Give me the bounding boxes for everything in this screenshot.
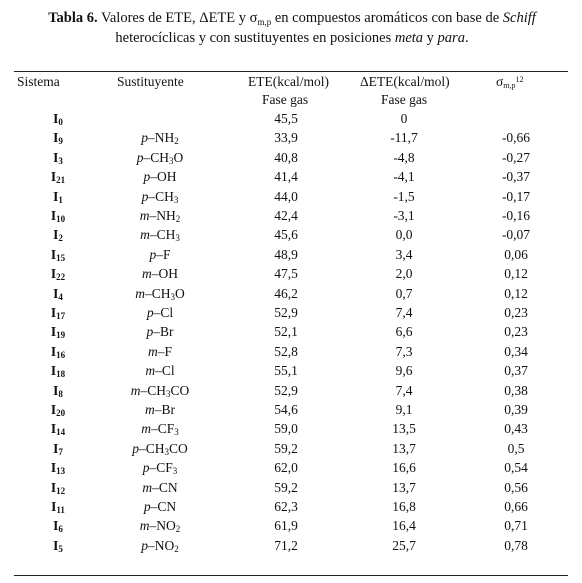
cell-delta-ete: 25,7 [392, 537, 416, 553]
cell-ete: 62,3 [274, 499, 298, 514]
table-row [0, 536, 582, 555]
cell-sustituyente: p–F [149, 246, 171, 262]
cell-delta-ete: 7,3 [395, 343, 413, 359]
cell-sigma: 0,39 [504, 402, 528, 417]
top-rule [14, 71, 568, 72]
cell-sistema: $I_5$ [53, 537, 63, 554]
cell-sistema: $I_{16}$ [50, 343, 66, 360]
cell-sigma: 0,37 [504, 363, 528, 379]
cell-delta-ete: 9,6 [395, 363, 413, 379]
table-row [0, 381, 582, 400]
table-row [0, 439, 582, 458]
caption-label: Tabla 6. [48, 10, 98, 26]
cell-sustituyente: p–OH [143, 169, 177, 185]
cell-sigma: 0,71 [504, 518, 528, 534]
cell-ete: 46,2 [274, 285, 298, 301]
cell-delta-ete: 16,6 [392, 460, 416, 476]
table-row [0, 303, 582, 322]
cell-sistema: $I_{17}$ [50, 305, 66, 321]
cell-delta-ete: -11,7 [390, 130, 418, 146]
cell-delta-ete: 7,4 [395, 305, 413, 320]
cell-delta-ete: -1,5 [393, 188, 415, 204]
header-sigma [496, 72, 524, 94]
cell-sigma: -0,17 [501, 188, 531, 204]
cell-delta-ete: 0 [400, 111, 408, 126]
cell-sigma: 0,78 [504, 537, 528, 553]
cell-sigma: 0,23 [504, 305, 528, 320]
cell-sistema: $I_{22}$ [50, 266, 66, 283]
cell-sustituyente: $p-CH_3CO$ [132, 440, 188, 457]
cell-delta-ete: 13,7 [392, 440, 416, 456]
table-row [0, 225, 582, 244]
cell-sigma: 0,5 [507, 440, 525, 456]
header-sistema: Sistema [17, 74, 60, 89]
table-row [0, 206, 582, 225]
cell-delta-ete: -3,1 [393, 208, 415, 223]
cell-sustituyente: $m-NH_2$ [139, 208, 181, 224]
cell-ete: 52,9 [274, 305, 298, 320]
cell-delta-ete: 16,4 [392, 518, 416, 534]
table-row [0, 400, 582, 419]
cell-sigma: 0,23 [504, 324, 528, 340]
cell-delta-ete: 13,5 [392, 421, 416, 437]
table-row [0, 264, 582, 283]
cell-ete: 59,2 [274, 479, 298, 495]
header-delta-ete: ΔETE(kcal/mol) [360, 74, 450, 89]
cell-sustituyente: $m-CH_3$ [140, 227, 180, 244]
cell-ete: 52,8 [274, 343, 298, 359]
cell-sustituyente: $m-CH_3CO$ [130, 382, 190, 399]
table-caption [16, 8, 568, 48]
cell-sistema: $I_6$ [53, 518, 63, 535]
cell-sistema: $I_2$ [53, 227, 63, 244]
table-row [0, 419, 582, 438]
cell-sigma: 0,38 [504, 382, 528, 398]
cell-sustituyente: m–Br [145, 402, 175, 417]
header-sigma-sub: m,p [503, 81, 516, 90]
cell-sistema: $I_{13}$ [50, 460, 66, 477]
cell-sigma: -0,16 [501, 208, 531, 223]
cell-sustituyente: m–OH [142, 266, 178, 282]
cell-ete: 47,5 [274, 266, 298, 282]
caption-text-3: heterocíclicas y con sustituyentes en posiciones [115, 30, 395, 46]
caption-text-4: y [423, 30, 438, 46]
cell-delta-ete: -4,8 [393, 149, 415, 165]
cell-sustituyente: m–Cl [145, 363, 175, 379]
header-sigma-ref: 12 [515, 75, 524, 84]
cell-delta-ete: 9,1 [395, 402, 413, 417]
cell-sigma: -0,07 [501, 227, 531, 243]
cell-ete: 62,0 [274, 460, 298, 476]
cell-delta-ete: 3,4 [395, 246, 413, 262]
cell-ete: 45,6 [274, 227, 298, 243]
cell-sistema: $I_{20}$ [50, 402, 66, 418]
caption-italic-meta: meta [394, 30, 424, 46]
table-row [0, 361, 582, 380]
cell-sigma: -0,27 [501, 149, 531, 165]
cell-sistema: $I_{18}$ [50, 363, 66, 380]
header-sustituyente: Sustituyente [117, 74, 184, 89]
cell-sustituyente: $p-NO_2$ [141, 537, 179, 554]
header-ete: ETE(kcal/mol) [248, 74, 329, 89]
cell-sustituyente: $m-CH_3O$ [135, 285, 185, 302]
cell-sustituyente: m–F [147, 343, 172, 359]
cell-sustituyente: p–CN [143, 499, 177, 514]
cell-sistema: $I_1$ [53, 188, 63, 205]
header-delta-ete-phase: Fase gas [381, 92, 428, 107]
cell-sustituyente: p–Cl [146, 305, 174, 320]
cell-sigma: 0,34 [504, 343, 528, 359]
cell-sigma: 0,12 [504, 266, 528, 282]
cell-ete: 40,8 [274, 149, 298, 165]
cell-sigma: -0,66 [501, 130, 531, 146]
cell-delta-ete: 16,8 [392, 499, 416, 514]
table-row [0, 128, 582, 147]
cell-delta-ete: 0,7 [395, 285, 413, 301]
cell-sustituyente: m–CN [142, 479, 178, 495]
cell-sistema: $I_{12}$ [50, 479, 66, 496]
table-row [0, 342, 582, 361]
table-row [0, 109, 582, 128]
table-row [0, 284, 582, 303]
cell-ete: 44,0 [274, 188, 298, 204]
cell-sistema: $I_4$ [53, 285, 63, 302]
table-row [0, 167, 582, 186]
cell-sustituyente: $m-NO_2$ [139, 518, 181, 535]
cell-ete: 61,9 [274, 518, 298, 534]
caption-line-2 [16, 28, 568, 48]
cell-sustituyente: $p-CH_3$ [141, 188, 179, 205]
cell-ete: 71,2 [274, 537, 298, 553]
cell-sustituyente: p–Br [146, 324, 174, 340]
cell-delta-ete: 0,0 [395, 227, 413, 243]
cell-sustituyente: $p-CF_3$ [142, 460, 178, 477]
cell-sigma: -0,37 [501, 169, 531, 185]
cell-sistema: $I_{10}$ [50, 208, 66, 224]
cell-sistema: $I_3$ [53, 149, 63, 166]
cell-sustituyente: $p-NH_2$ [141, 130, 179, 147]
caption-line-1 [16, 8, 568, 28]
cell-sigma: 0,56 [504, 479, 528, 495]
cell-delta-ete: 6,6 [395, 324, 413, 340]
table-row [0, 516, 582, 535]
cell-ete: 54,6 [274, 402, 298, 417]
cell-ete: 52,1 [274, 324, 298, 340]
cell-sigma: 0,66 [504, 499, 528, 514]
cell-ete: 55,1 [274, 363, 298, 379]
table-row [0, 148, 582, 167]
caption-text-1: Valores de ETE, ΔETE y σ [97, 10, 258, 26]
cell-delta-ete: 13,7 [392, 479, 416, 495]
caption-text-5: . [464, 30, 469, 46]
cell-sistema: $I_0$ [53, 111, 63, 127]
cell-sigma: 0,43 [504, 421, 528, 437]
cell-sigma: 0,12 [504, 285, 528, 301]
cell-sigma: 0,06 [504, 246, 528, 262]
table-row [0, 322, 582, 341]
caption-italic-schiff: Schiff [502, 10, 536, 26]
cell-ete: 33,9 [274, 130, 298, 146]
table-row [0, 497, 582, 516]
cell-sistema: $I_{14}$ [50, 421, 66, 438]
cell-ete: 52,9 [274, 382, 298, 398]
cell-delta-ete: 2,0 [395, 266, 413, 282]
cell-sistema: $I_7$ [53, 440, 63, 457]
cell-ete: 59,0 [274, 421, 298, 437]
cell-delta-ete: -4,1 [393, 169, 415, 185]
cell-ete: 41,4 [274, 169, 298, 185]
caption-italic-para: para [437, 30, 465, 46]
bottom-rule [14, 575, 568, 576]
cell-sistema: $I_8$ [53, 382, 63, 399]
table-row [0, 478, 582, 497]
header-ete-phase: Fase gas [262, 92, 309, 107]
cell-sistema: $I_{21}$ [50, 169, 66, 186]
cell-ete: 42,4 [274, 208, 298, 223]
table-row [0, 245, 582, 264]
caption-text-2: en compuestos aromáticos con base de [271, 10, 503, 26]
cell-sistema: $I_9$ [53, 130, 63, 147]
cell-sistema: $I_{19}$ [50, 324, 66, 341]
cell-sigma: 0,54 [504, 460, 528, 476]
cell-delta-ete: 7,4 [395, 382, 413, 398]
cell-sustituyente: $p-CH_3O$ [136, 149, 184, 166]
cell-ete: 59,2 [274, 440, 298, 456]
cell-sistema: $I_{11}$ [51, 499, 65, 515]
cell-ete: 45,5 [274, 111, 298, 126]
cell-ete: 48,9 [274, 246, 298, 262]
header-sigma-symbol: σ [496, 74, 504, 89]
caption-sigma-sub: m,p [257, 17, 272, 27]
cell-sustituyente: $m-CF_3$ [141, 421, 179, 438]
table-row [0, 187, 582, 206]
cell-sistema: $I_{15}$ [50, 246, 66, 263]
table-row [0, 458, 582, 477]
